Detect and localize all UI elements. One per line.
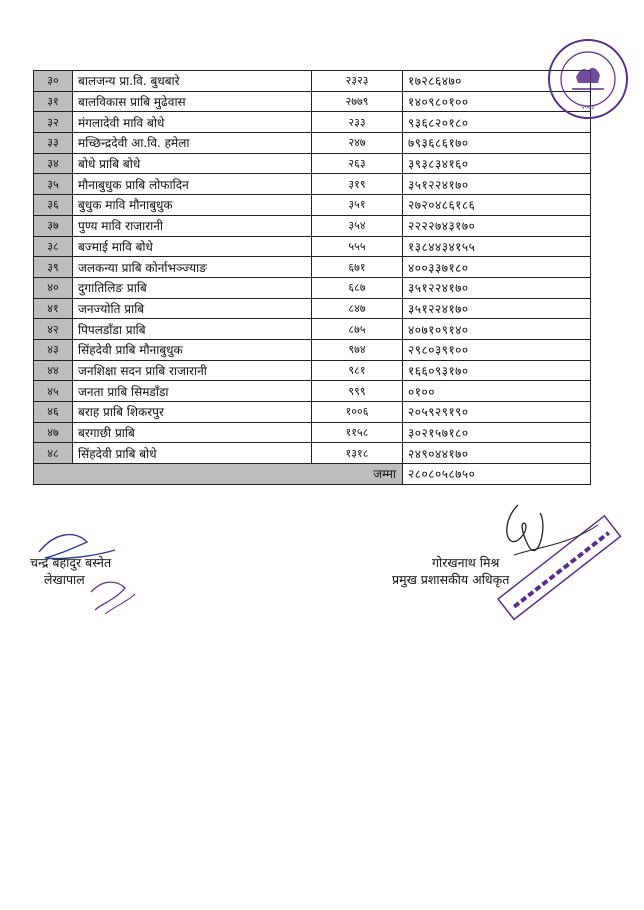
total-label: जम्मा: [34, 464, 403, 485]
school-code-cell: २३३: [312, 112, 403, 133]
school-code-cell: ९७४: [312, 339, 403, 360]
school-name-cell: बराह प्राबि शिकरपुर: [73, 402, 312, 423]
serial-number-cell: ४७: [34, 422, 73, 443]
table-row: [34, 360, 591, 381]
amount-cell: २७२०४८६१८६: [403, 195, 591, 216]
school-name-cell: बुधुक मावि मौनाबुधुक: [73, 195, 312, 216]
school-code-cell: २३२३: [312, 71, 403, 92]
school-code-cell: २६३: [312, 153, 403, 174]
amount-cell: ३५१२२४१७०: [403, 298, 591, 319]
amount-cell: १६६०९३१७०: [403, 360, 591, 381]
school-name-cell: जनता प्राबि सिमडाँडा: [73, 381, 312, 402]
table-row: [34, 319, 591, 340]
school-name-cell: बालविकास प्राबि मुढेवास: [73, 91, 312, 112]
serial-number-cell: ४८: [34, 443, 73, 464]
school-code-cell: १३१८: [312, 443, 403, 464]
table-row: [34, 339, 591, 360]
serial-number-cell: ३८: [34, 236, 73, 257]
amount-cell: ४०७१०९१४०: [403, 319, 591, 340]
serial-number-cell: ३३: [34, 133, 73, 154]
accountant-role: लेखापाल: [44, 572, 85, 587]
school-code-cell: ३५४: [312, 215, 403, 236]
school-code-cell: ९८१: [312, 360, 403, 381]
amount-cell: १७२८६४७०: [403, 71, 591, 92]
amount-cell: ०१००: [403, 381, 591, 402]
school-name-cell: दुगातिलिङ प्राबि: [73, 277, 312, 298]
table-row: [34, 236, 591, 257]
school-name-cell: पिपलडाँडा प्राबि: [73, 319, 312, 340]
amount-cell: २२२२७४३१७०: [403, 215, 591, 236]
table-row: [34, 402, 591, 423]
amount-cell: ९३६८२०१८०: [403, 112, 591, 133]
table-row: [34, 443, 591, 464]
school-name-cell: मंगलादेवी मावि बोधे: [73, 112, 312, 133]
amount-cell: ३५१२२४१७०: [403, 174, 591, 195]
amount-cell: २९८०३९१००: [403, 339, 591, 360]
table-row: [34, 215, 591, 236]
school-code-cell: ११५८: [312, 422, 403, 443]
amount-cell: २४९०४४१७०: [403, 443, 591, 464]
school-code-cell: ६७१: [312, 257, 403, 278]
serial-number-cell: ३४: [34, 153, 73, 174]
school-code-cell: २४७: [312, 133, 403, 154]
total-row: [34, 464, 591, 485]
table-row: [34, 257, 591, 278]
serial-number-cell: ४२: [34, 319, 73, 340]
school-code-cell: ५५५: [312, 236, 403, 257]
school-name-cell: मौनाबुधुक प्राबि लोफादिन: [73, 174, 312, 195]
school-amount-table: [33, 70, 591, 485]
amount-cell: ३५१२२४१७०: [403, 277, 591, 298]
serial-number-cell: ४१: [34, 298, 73, 319]
table-row: [34, 112, 591, 133]
table-row: [34, 71, 591, 92]
school-code-cell: ३५१: [312, 195, 403, 216]
svg-text:२०७३: २०७३: [581, 104, 595, 111]
table-row: [34, 277, 591, 298]
table-row: [34, 195, 591, 216]
school-code-cell: ८४७: [312, 298, 403, 319]
serial-number-cell: ४६: [34, 402, 73, 423]
school-code-cell: ३१९: [312, 174, 403, 195]
table-row: [34, 298, 591, 319]
serial-number-cell: ४५: [34, 381, 73, 402]
table-row: [34, 153, 591, 174]
serial-number-cell: ४४: [34, 360, 73, 381]
table-row: [34, 381, 591, 402]
school-name-cell: सिंहदेवी प्राबि बोधे: [73, 443, 312, 464]
amount-cell: १४०९८०१००: [403, 91, 591, 112]
serial-number-cell: ३५: [34, 174, 73, 195]
serial-number-cell: ३७: [34, 215, 73, 236]
school-name-cell: बालजन्य प्रा.वि. बुधबारे: [73, 71, 312, 92]
school-name-cell: पुण्य मावि राजारानी: [73, 215, 312, 236]
school-name-cell: मच्छिन्द्रदेवी आ.वि. हमेला: [73, 133, 312, 154]
school-name-cell: जनज्योति प्राबि: [73, 298, 312, 319]
serial-number-cell: ४०: [34, 277, 73, 298]
school-name-cell: बरगाछी प्राबि: [73, 422, 312, 443]
school-name-cell: सिंहदेवी प्राबि मौनाबुधुक: [73, 339, 312, 360]
amount-cell: ७९३६८६१७०: [403, 133, 591, 154]
office-seal-stamp: [546, 37, 630, 121]
serial-number-cell: ३६: [34, 195, 73, 216]
table-row: [34, 422, 591, 443]
school-code-cell: ६८७: [312, 277, 403, 298]
serial-number-cell: ४३: [34, 339, 73, 360]
total-value: २८०८०५८७५०: [403, 464, 591, 485]
amount-cell: १३८४४३४१५५: [403, 236, 591, 257]
amount-cell: ३९३८३४१६०: [403, 153, 591, 174]
school-name-cell: जलकन्या प्राबि कोर्नाभञ्ज्याङ: [73, 257, 312, 278]
accountant-name: चन्द्र बहादुर बस्नेत: [30, 555, 112, 570]
amount-cell: ४००३३७१८०: [403, 257, 591, 278]
serial-number-cell: ३१: [34, 91, 73, 112]
serial-number-cell: ३९: [34, 257, 73, 278]
accountant-signature-block: [30, 554, 111, 588]
amount-cell: २०५९२९१९०: [403, 402, 591, 423]
cao-role: प्रमुख प्रशासकीय अधिकृत: [392, 572, 510, 587]
school-code-cell: ८७५: [312, 319, 403, 340]
table-row: [34, 174, 591, 195]
serial-number-cell: ३२: [34, 112, 73, 133]
school-name-cell: बज्माई मावि बोधे: [73, 236, 312, 257]
cao-signature-block: [392, 554, 509, 588]
table-row: [34, 91, 591, 112]
table-row: [34, 133, 591, 154]
school-code-cell: १००६: [312, 402, 403, 423]
cao-name: गोरखनाथ मिश्र: [432, 555, 500, 570]
school-code-cell: ९९९: [312, 381, 403, 402]
school-name-cell: बोधे प्राबि बोधे: [73, 153, 312, 174]
school-code-cell: २७७९: [312, 91, 403, 112]
school-name-cell: जनशिक्षा सदन प्राबि राजारानी: [73, 360, 312, 381]
amount-cell: ३०२१५७१८०: [403, 422, 591, 443]
serial-number-cell: ३०: [34, 71, 73, 92]
